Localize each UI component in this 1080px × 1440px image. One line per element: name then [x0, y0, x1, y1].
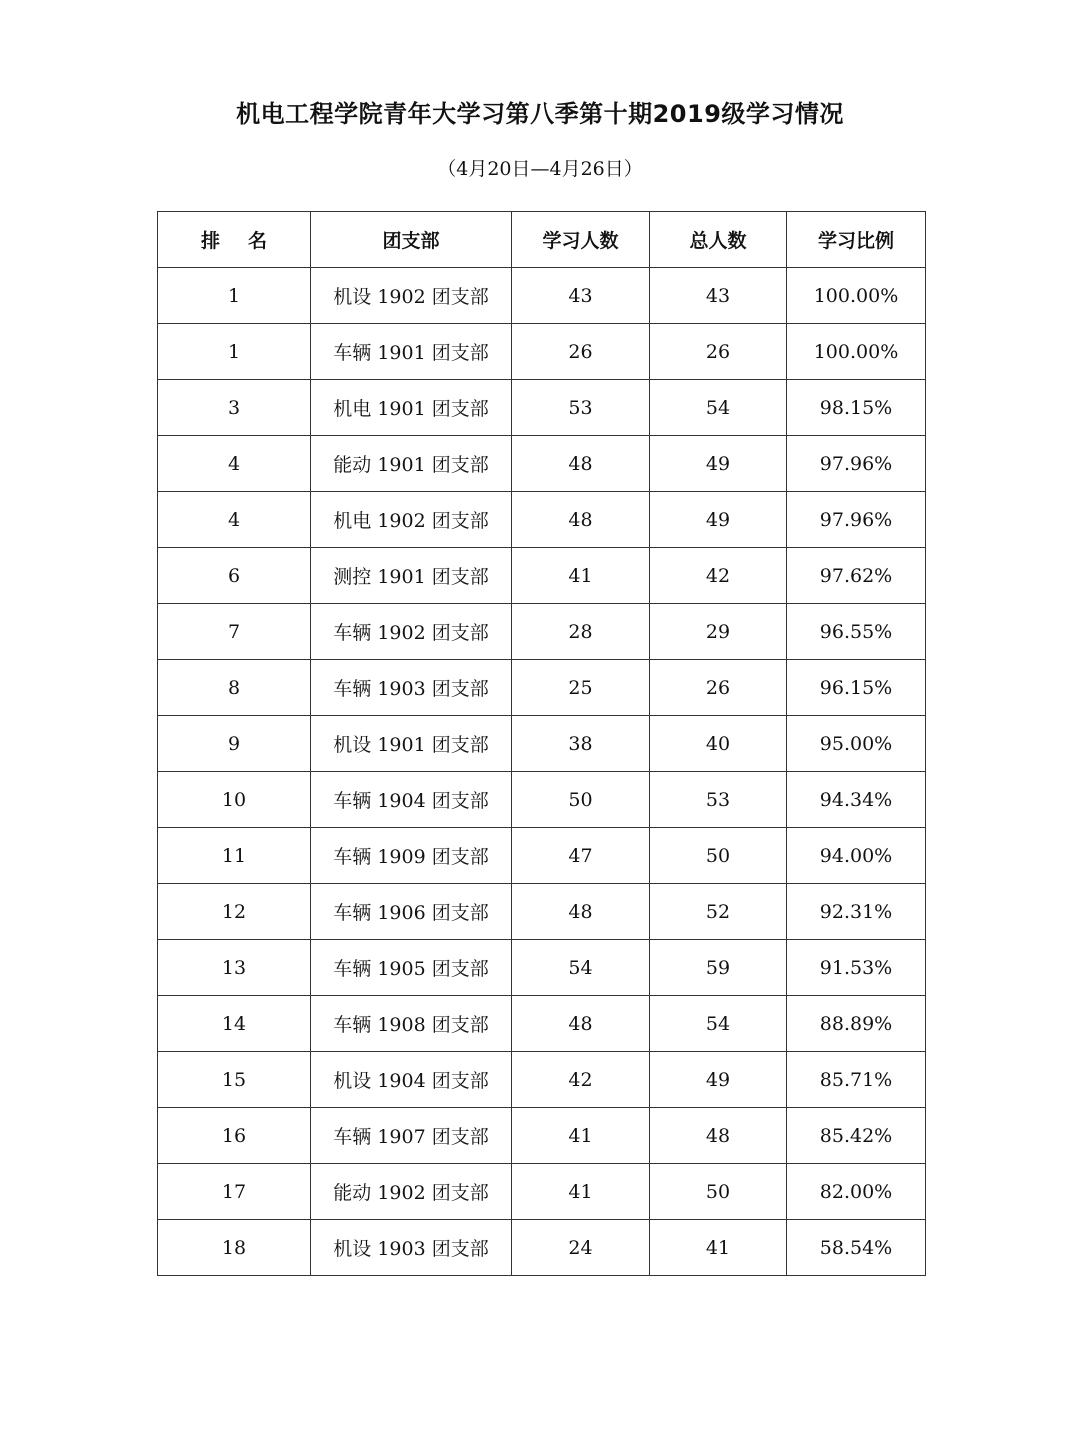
- table-row: [158, 324, 926, 380]
- cell-total: 48: [650, 1108, 787, 1164]
- table-row: [158, 772, 926, 828]
- table-row: [158, 380, 926, 436]
- cell-learned: 47: [512, 828, 650, 884]
- header-total: 总人数: [650, 212, 787, 268]
- cell-total: 50: [650, 828, 787, 884]
- cell-ratio: 97.62%: [787, 548, 926, 604]
- cell-learned: 28: [512, 604, 650, 660]
- cell-ratio: 95.00%: [787, 716, 926, 772]
- cell-branch: 机设 1903 团支部: [311, 1220, 512, 1276]
- cell-total: 50: [650, 1164, 787, 1220]
- header-rank: [158, 212, 311, 268]
- table-row: [158, 492, 926, 548]
- cell-branch: 机设 1902 团支部: [311, 268, 512, 324]
- cell-ratio: 91.53%: [787, 940, 926, 996]
- cell-learned: 48: [512, 884, 650, 940]
- cell-rank: 1: [158, 324, 311, 380]
- cell-total: 49: [650, 492, 787, 548]
- cell-ratio: 82.00%: [787, 1164, 926, 1220]
- cell-rank: 18: [158, 1220, 311, 1276]
- cell-branch: 车辆 1906 团支部: [311, 884, 512, 940]
- header-learned: 学习人数: [512, 212, 650, 268]
- table-row: [158, 436, 926, 492]
- table-row: [158, 940, 926, 996]
- cell-rank: 14: [158, 996, 311, 1052]
- cell-total: 43: [650, 268, 787, 324]
- table-header-row: [158, 212, 926, 268]
- cell-rank: 15: [158, 1052, 311, 1108]
- table-row: [158, 548, 926, 604]
- cell-branch: 能动 1901 团支部: [311, 436, 512, 492]
- cell-learned: 25: [512, 660, 650, 716]
- cell-ratio: 100.00%: [787, 324, 926, 380]
- cell-learned: 41: [512, 548, 650, 604]
- cell-branch: 车辆 1907 团支部: [311, 1108, 512, 1164]
- cell-total: 54: [650, 380, 787, 436]
- cell-ratio: 96.55%: [787, 604, 926, 660]
- header-rank-char-2: 名: [248, 230, 268, 252]
- cell-branch: 车辆 1905 团支部: [311, 940, 512, 996]
- cell-branch: 车辆 1909 团支部: [311, 828, 512, 884]
- table-row: [158, 716, 926, 772]
- cell-total: 59: [650, 940, 787, 996]
- cell-ratio: 58.54%: [787, 1220, 926, 1276]
- cell-total: 26: [650, 660, 787, 716]
- cell-branch: 机设 1904 团支部: [311, 1052, 512, 1108]
- cell-total: 42: [650, 548, 787, 604]
- cell-rank: 4: [158, 436, 311, 492]
- cell-branch: 机电 1901 团支部: [311, 380, 512, 436]
- cell-learned: 38: [512, 716, 650, 772]
- cell-branch: 车辆 1908 团支部: [311, 996, 512, 1052]
- header-branch: 团支部: [311, 212, 512, 268]
- cell-rank: 7: [158, 604, 311, 660]
- cell-ratio: 97.96%: [787, 492, 926, 548]
- cell-rank: 17: [158, 1164, 311, 1220]
- header-ratio: 学习比例: [787, 212, 926, 268]
- cell-total: 40: [650, 716, 787, 772]
- cell-total: 54: [650, 996, 787, 1052]
- cell-rank: 8: [158, 660, 311, 716]
- cell-rank: 4: [158, 492, 311, 548]
- cell-ratio: 100.00%: [787, 268, 926, 324]
- cell-rank: 6: [158, 548, 311, 604]
- table-row: [158, 1220, 926, 1276]
- table-row: [158, 1052, 926, 1108]
- cell-rank: 10: [158, 772, 311, 828]
- cell-branch: 车辆 1901 团支部: [311, 324, 512, 380]
- cell-learned: 48: [512, 436, 650, 492]
- cell-total: 52: [650, 884, 787, 940]
- cell-branch: 车辆 1902 团支部: [311, 604, 512, 660]
- cell-ratio: 98.15%: [787, 380, 926, 436]
- cell-learned: 41: [512, 1164, 650, 1220]
- document-date-range: （4月20日—4月26日）: [437, 158, 643, 180]
- ranking-table: [157, 211, 926, 1276]
- cell-branch: 能动 1902 团支部: [311, 1164, 512, 1220]
- cell-learned: 26: [512, 324, 650, 380]
- cell-rank: 13: [158, 940, 311, 996]
- cell-learned: 50: [512, 772, 650, 828]
- cell-branch: 机设 1901 团支部: [311, 716, 512, 772]
- table-row: [158, 1164, 926, 1220]
- cell-branch: 车辆 1903 团支部: [311, 660, 512, 716]
- document-title: 机电工程学院青年大学习第八季第十期2019级学习情况: [236, 100, 844, 128]
- table-row: [158, 604, 926, 660]
- cell-ratio: 85.42%: [787, 1108, 926, 1164]
- cell-ratio: 94.00%: [787, 828, 926, 884]
- table-row: [158, 268, 926, 324]
- cell-learned: 42: [512, 1052, 650, 1108]
- cell-ratio: 96.15%: [787, 660, 926, 716]
- cell-ratio: 85.71%: [787, 1052, 926, 1108]
- cell-ratio: 97.96%: [787, 436, 926, 492]
- cell-learned: 54: [512, 940, 650, 996]
- cell-total: 49: [650, 436, 787, 492]
- cell-rank: 1: [158, 268, 311, 324]
- cell-ratio: 88.89%: [787, 996, 926, 1052]
- cell-rank: 9: [158, 716, 311, 772]
- cell-branch: 测控 1901 团支部: [311, 548, 512, 604]
- cell-rank: 11: [158, 828, 311, 884]
- table-row: [158, 1108, 926, 1164]
- table-row: [158, 996, 926, 1052]
- cell-branch: 机电 1902 团支部: [311, 492, 512, 548]
- cell-ratio: 92.31%: [787, 884, 926, 940]
- cell-learned: 53: [512, 380, 650, 436]
- cell-branch: 车辆 1904 团支部: [311, 772, 512, 828]
- table-row: [158, 828, 926, 884]
- cell-learned: 48: [512, 996, 650, 1052]
- cell-total: 53: [650, 772, 787, 828]
- cell-total: 29: [650, 604, 787, 660]
- table-row: [158, 884, 926, 940]
- cell-total: 49: [650, 1052, 787, 1108]
- table-row: [158, 660, 926, 716]
- cell-total: 26: [650, 324, 787, 380]
- cell-learned: 41: [512, 1108, 650, 1164]
- cell-learned: 48: [512, 492, 650, 548]
- cell-ratio: 94.34%: [787, 772, 926, 828]
- cell-learned: 43: [512, 268, 650, 324]
- cell-rank: 3: [158, 380, 311, 436]
- cell-total: 41: [650, 1220, 787, 1276]
- cell-learned: 24: [512, 1220, 650, 1276]
- header-rank-char-1: 排: [200, 230, 220, 252]
- cell-rank: 16: [158, 1108, 311, 1164]
- cell-rank: 12: [158, 884, 311, 940]
